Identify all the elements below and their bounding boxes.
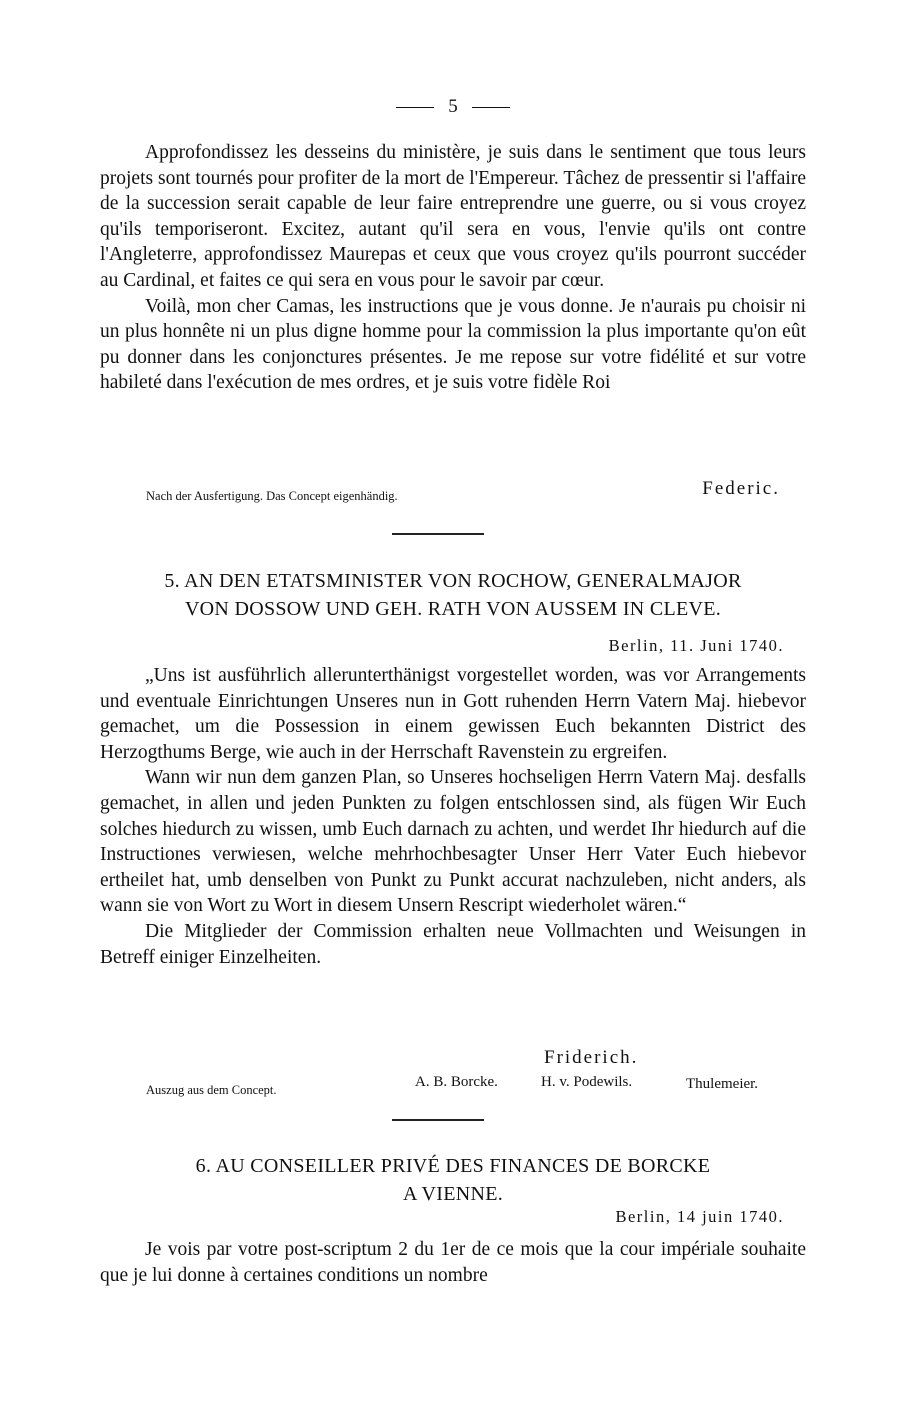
paragraph: Wann wir nun dem ganzen Plan, so Unseres hochseligen Herrn Vatern Maj. desfalls gemachet, in allen und jeden Punkten zu folgen entschlossen sind, als fügen Wir Euch solches hiedurch zu wissen, umb Euch darnach zu achten, und werdet Ihr hiedurch auf die Instructiones verwiesen, welche mehrhochbesagter Unser Herr Vater Euch hiebevor ertheilet hat, umb denselben von Punkt zu Punkt accurat nachzuleben, nicht anders, als wann sie von Wort zu Wort in diesem Unsern Rescript wiederholet wären.“ — [100, 767, 806, 917]
page-number — [100, 96, 806, 118]
heading-line: VON DOSSOW UND GEH. RATH VON AUSSEM IN CLEVE. — [184, 598, 722, 620]
page-number-dash-right — [472, 107, 510, 108]
paragraph: Die Mitglieder der Commission erhalten neue Vollmachten und Weisungen in Betreff einiger Einzelheiten. — [100, 920, 806, 968]
section-separator — [392, 533, 484, 535]
previous-letter-body — [100, 140, 806, 396]
heading-line: 5. AN DEN ETATSMINISTER VON ROCHOW, GENERALMAJOR — [164, 570, 742, 592]
section-5-dateline: Berlin, 11. Juni 1740. — [608, 636, 784, 655]
section-5-heading — [100, 567, 806, 623]
countersigner: A. B. Borcke. — [415, 1074, 498, 1090]
paragraph: Je vois par votre post-scriptum 2 du 1er de ce mois que la cour impériale souhaite que je lui donne à certaines conditions un nombre — [100, 1239, 806, 1286]
source-note: Nach der Ausfertigung. Das Concept eigenhändig. — [146, 489, 398, 503]
heading-line: A VIENNE. — [402, 1183, 504, 1205]
section-separator — [392, 1119, 484, 1121]
section-6-heading — [100, 1152, 806, 1208]
signature-federic: Federic. — [702, 478, 780, 499]
countersigner: H. v. Podewils. — [541, 1074, 633, 1090]
page-number-text: 5 — [448, 96, 458, 117]
heading-line: 6. AU CONSEILLER PRIVÉ DES FINANCES DE BORCKE — [195, 1155, 711, 1177]
section-6-body — [100, 1237, 806, 1288]
paragraph: Voilà, mon cher Camas, les instructions que je vous donne. Je n'aurais pu choisir ni un plus honnête ni un plus digne homme pour la commission la plus importante qu'on eût pu donner dans les conjonctures présentes. Je me repose sur votre fidélité et sur votre habileté dans l'exécution de mes ordres, et je suis votre fidèle Roi — [100, 295, 806, 394]
countersigner: Thulemeier. — [686, 1076, 759, 1092]
section-5-body — [100, 663, 806, 970]
signature-friderich: Friderich. — [544, 1047, 639, 1068]
section-6-dateline: Berlin, 14 juin 1740. — [615, 1207, 784, 1226]
source-note: Auszug aus dem Concept. — [146, 1083, 277, 1097]
paragraph: „Uns ist ausführlich allerunterthänigst vorgestellet worden, was vor Arrangements und eventuale Einrichtungen Unseres nun in Gott ruhenden Herrn Vatern Maj. hiebevor gemachet, um die Possession in einem gewissen Euch bekannten District des Herzogthums Berge, wie auch in der Herrschaft Ravenstein zu ergreifen. — [100, 665, 806, 763]
paragraph: Approfondissez les desseins du ministère, je suis dans le sentiment que tous leurs projets sont tournés pour profiter de la mort de l'Empereur. Tâchez de pressentir si l'affaire de la succession serait capable de leur faire entreprendre une guerre, ou si vous croyez qu'ils temporiseront. Excitez, autant qu'il sera en vous, l'envie qu'ils ont contre l'Angleterre, approfondissez Maurepas et ceux que vous croyez qu'ils pourront succéder au Cardinal, et faites ce qui sera en vous pour le savoir par cœur. — [100, 142, 806, 291]
page-number-dash-left — [396, 107, 434, 108]
